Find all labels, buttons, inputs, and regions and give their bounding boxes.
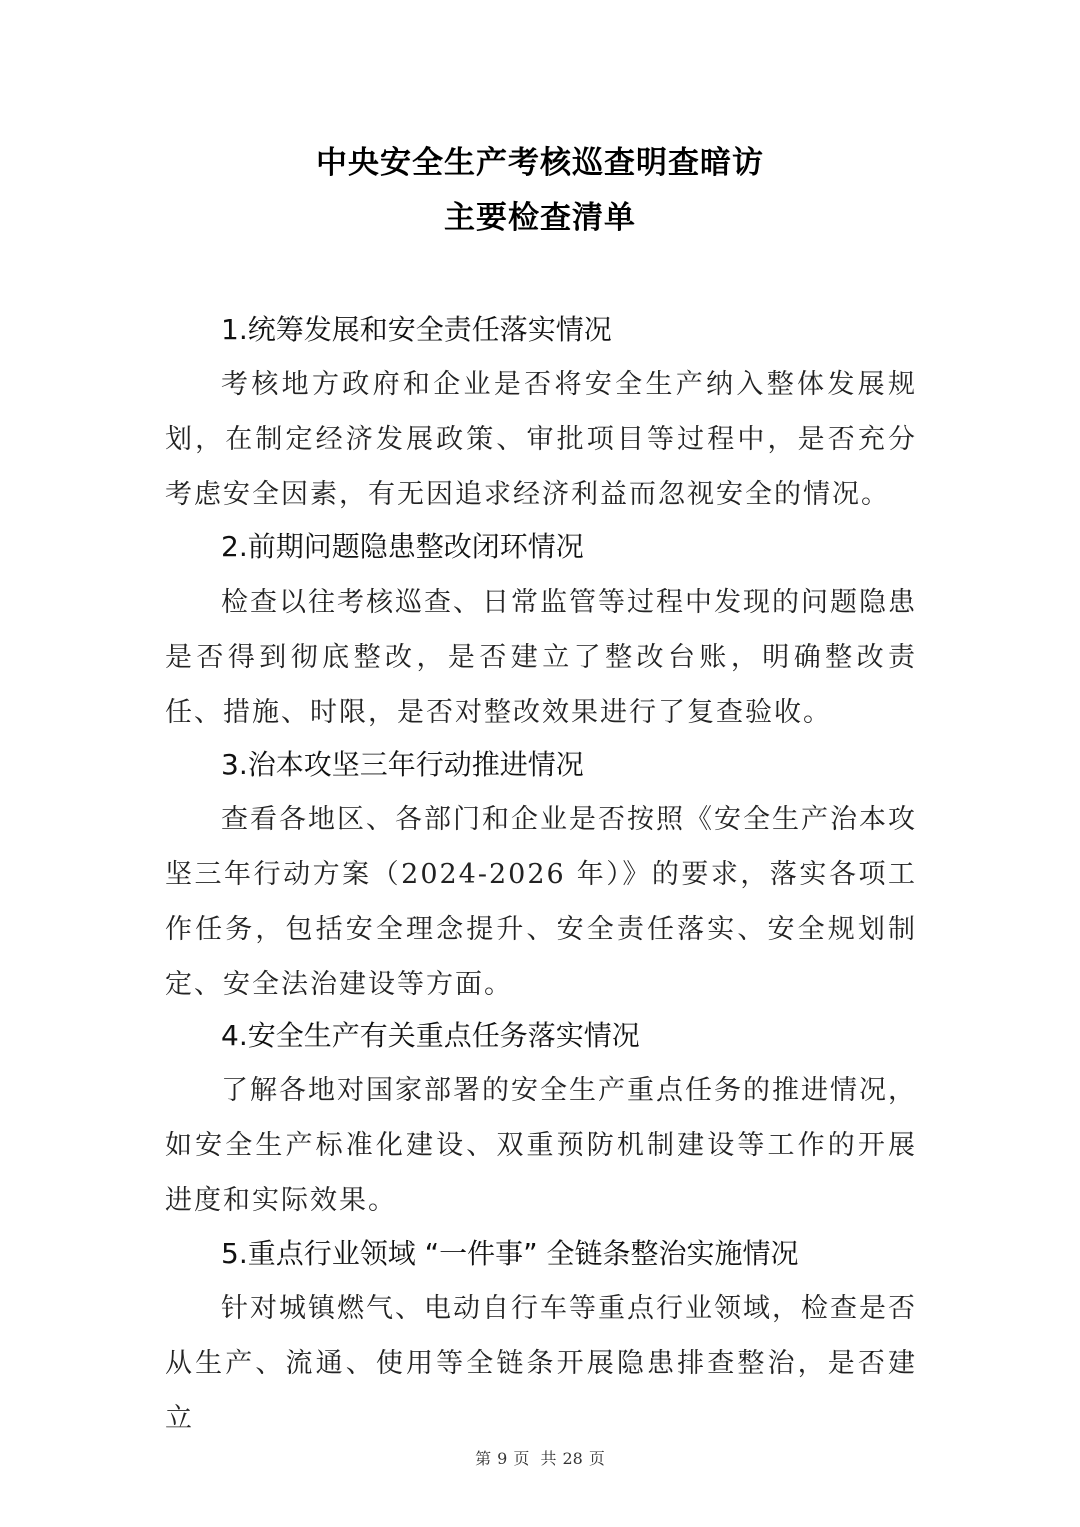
footer-prefix: 第 [475,1449,492,1468]
footer-current-page: 9 [497,1449,508,1468]
document-title-line-2: 主要检查清单 [444,200,636,236]
document-title-line-1: 中央安全生产考核巡查明查暗访 [316,145,764,181]
section-3-body: 查看各地区、各部门和企业是否按照《安全生产治本攻坚三年行动方案（2024-2026 年）》的要求，落实各项工作任务，包括安全理念提升、安全责任落实、安全规划制定、安全法治建设等方面。 [165,804,917,1000]
section-2-body: 检查以往考核巡查、日常监管等过程中发现的问题隐患是否得到彻底整改，是否建立了整改台账，明确整改责任、措施、时限，是否对整改效果进行了复查验收。 [165,587,917,728]
section-2-heading: 2.前期问题隐患整改闭环情况 [221,530,584,563]
section-4-heading: 4.安全生产有关重点任务落实情况 [221,1019,640,1052]
footer-total-pages: 28 [562,1449,583,1468]
section-1-heading: 1.统筹发展和安全责任落实情况 [221,313,612,346]
section-5-body: 针对城镇燃气、电动自行车等重点行业领域，检查是否从生产、流通、使用等全链条开展隐患排查整治，是否建立 [165,1293,917,1434]
page-footer [0,1447,1080,1471]
section-3-heading: 3.治本攻坚三年行动推进情况 [221,748,584,781]
section-1-body: 考核地方政府和企业是否将安全生产纳入整体发展规划，在制定经济发展政策、审批项目等过程中，是否充分考虑安全因素，有无因追求经济利益而忽视安全的情况。 [165,369,917,510]
footer-suffix: 页 [588,1449,605,1468]
section-4-body: 了解各地对国家部署的安全生产重点任务的推进情况，如安全生产标准化建设、双重预防机制建设等工作的开展进度和实际效果。 [165,1075,917,1216]
footer-middle: 页 共 [513,1449,557,1468]
section-5-heading: 5.重点行业领域 “一件事” 全链条整治实施情况 [221,1237,799,1270]
